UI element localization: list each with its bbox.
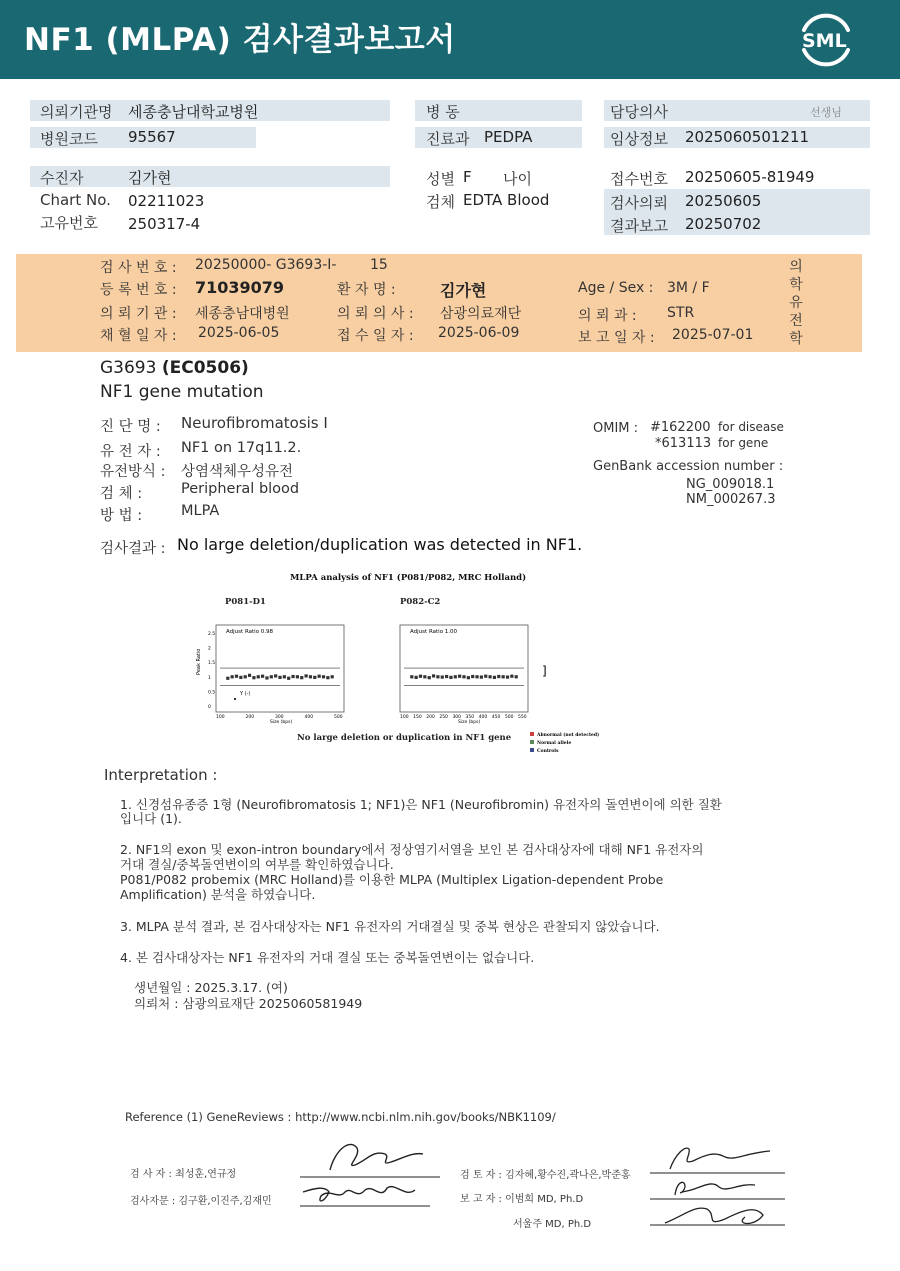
side-char: 학 [789, 331, 803, 347]
panel-1-adjust: Adjust Ratio 0.98 [226, 629, 274, 635]
method-value: MLPA [181, 503, 220, 519]
patient-label: 수진자 [40, 169, 84, 187]
receipt-value: 20250605-81949 [685, 168, 815, 186]
report-title: NF1 (MLPA) 검사결과보고서 [24, 22, 456, 58]
legend-normal: Normal allele [537, 741, 572, 746]
band-draw-label: 채 혈 일 자 : [100, 328, 177, 344]
interp-p1-line1: 1. 신경섬유종증 1형 (Neurofibromatosis 1; NF1)은 NF1 (Neurofibromin) 유전자의 돌연변이에 의한 질환 [120, 797, 722, 812]
panel-1 [196, 625, 344, 725]
data-point [445, 675, 448, 678]
institution-label: 의뢰기관명 [40, 103, 113, 121]
data-point [484, 675, 487, 678]
data-point [423, 675, 426, 678]
band-recv-value: 2025-06-09 [438, 325, 520, 341]
y-tick-label: 0.5 [208, 690, 216, 696]
band-req-dept-label: 의 뢰 과 : [578, 308, 637, 324]
data-point [441, 675, 444, 678]
unique-no-value: 250317-4 [128, 215, 201, 233]
clinical-value: 2025060501211 [685, 128, 810, 146]
y-tick-label: 1 [208, 675, 211, 681]
chart-no-value: 02211023 [128, 192, 205, 210]
interp-p2-line3: P081/P082 probemix (MRC Holland)를 이용한 MLPA (Multiplex Ligation-dependent Probe [120, 872, 664, 887]
band-reg-no-value: 71039079 [195, 278, 285, 297]
panel-2-xlabel: Size (bps) [458, 720, 481, 725]
diag-value: Neurofibromatosis I [181, 414, 328, 432]
doctor-suffix: 선생님 [810, 106, 842, 119]
report-date-label: 결과보고 [610, 217, 668, 235]
data-point [309, 675, 312, 678]
spec-value: Peripheral blood [181, 481, 300, 497]
hospital-code-label: 병원코드 [40, 130, 98, 148]
data-point [419, 675, 422, 678]
x-tick-label: 300 [452, 715, 462, 720]
data-point [480, 675, 483, 678]
omim-disease: #162200 [650, 420, 711, 435]
data-point [300, 676, 303, 679]
band-recv-label: 접 수 일 자 : [337, 328, 414, 344]
sml-logo [796, 12, 856, 68]
data-point [278, 676, 281, 679]
data-point [497, 675, 500, 678]
y-tick-label: 2 [208, 646, 211, 652]
method-label: 방 법 : [100, 508, 143, 524]
referrer: 의뢰처 : 삼광의료재단 2025060581949 [134, 996, 363, 1011]
patient-row [30, 166, 390, 187]
reviewer: 검 토 자 : 김자혜,황수진,곽나은,박준홍 [460, 1170, 631, 1181]
data-point [458, 675, 461, 678]
x-tick-label: 300 [275, 715, 284, 720]
band-inst-value: 세종충남대병원 [195, 306, 290, 322]
interp-p2-line2: 거대 결실/중복돌연변이의 여부를 확인하였습니다. [120, 857, 394, 872]
y-chrom-point [234, 698, 236, 700]
chart-title: MLPA analysis of NF1 (P081/P082, MRC Holland) [290, 573, 527, 583]
legend-swatch-controls [530, 748, 534, 752]
interpretation-heading: Interpretation : [104, 766, 218, 784]
band-patient-label: 환 자 명 : [337, 282, 396, 298]
data-point [432, 674, 435, 677]
panel-2-name: P082-C2 [400, 597, 441, 607]
data-point [410, 675, 413, 678]
gene-title: NF1 gene mutation [100, 382, 264, 402]
hospital-code-value: 95567 [128, 128, 176, 146]
data-point [248, 674, 251, 677]
clinical-label: 임상정보 [610, 130, 668, 148]
band-req-dept-value: STR [667, 305, 695, 321]
x-tick-label: 400 [478, 715, 488, 720]
data-point [274, 674, 277, 677]
data-point [265, 676, 268, 679]
request-value: 20250605 [685, 192, 762, 210]
reviewer-signature [645, 1135, 795, 1235]
side-char: 유 [789, 295, 803, 311]
band-test-no-value: 20250000- G3693-I- [195, 257, 337, 273]
test-code-value: G3693 [100, 358, 157, 378]
data-point [305, 674, 308, 677]
data-point [331, 675, 334, 678]
x-tick-label: 450 [491, 715, 501, 720]
omim-gene-note: for gene [718, 436, 769, 450]
patient-value: 김가현 [128, 169, 172, 187]
panel-2-adjust: Adjust Ratio 1.00 [410, 629, 458, 635]
data-point [454, 675, 457, 678]
panel-2-bracket: ] [542, 664, 547, 678]
data-point [449, 676, 452, 679]
data-point [261, 675, 264, 678]
data-point [283, 675, 286, 678]
data-point [326, 676, 329, 679]
data-point [244, 675, 247, 678]
specimen-label: 검체 [426, 193, 455, 211]
data-point [287, 677, 290, 680]
inherit-value: 상염색체우성유전 [181, 464, 294, 480]
genbank-label: GenBank accession number : [593, 459, 784, 474]
age-label: 나이 [503, 170, 532, 188]
test-code-paren: (EC0506) [161, 358, 249, 378]
legend-abnormal: Abnormal (not detected) [537, 733, 600, 738]
sex-value: F [463, 168, 472, 186]
advisor: 검사자문 : 김구환,이진주,김재민 [130, 1196, 272, 1207]
data-point [467, 676, 470, 679]
side-char: 학 [789, 277, 803, 293]
x-tick-label: 200 [245, 715, 255, 720]
band-test-no-suffix: 15 [370, 257, 388, 273]
result-value: No large deletion/duplication was detected in NF1. [177, 535, 583, 554]
band-side-label [788, 258, 804, 348]
y-tick-label: 1.5 [208, 661, 216, 667]
dept-value: PEDPA [484, 128, 533, 146]
y-tick-label: 0 [208, 705, 211, 710]
test-code [100, 358, 249, 378]
interp-p2-line4: Amplification) 분석을 하였습니다. [120, 887, 316, 902]
logo-text: SML [802, 30, 847, 52]
data-point [436, 675, 439, 678]
band-reg-no-label: 등 록 번 호 : [100, 282, 177, 298]
side-char: 의 [789, 259, 803, 275]
legend-swatch-abnormal [530, 732, 534, 736]
band-test-no-label: 검 사 번 호 : [100, 260, 177, 276]
result-label: 검사결과 : [100, 541, 166, 557]
data-point [510, 675, 513, 678]
gene-label: 유 전 자 : [100, 444, 161, 460]
request-label: 검사의뢰 [610, 194, 668, 212]
x-tick-label: 250 [439, 715, 448, 720]
data-point [493, 676, 496, 679]
institution-value: 세종충남대학교병원 [128, 103, 259, 121]
data-point [428, 676, 431, 679]
x-tick-label: 400 [304, 715, 314, 720]
reporter-2: 서울주 MD, Ph.D [513, 1219, 592, 1230]
band-draw-value: 2025-06-05 [198, 325, 280, 341]
mlpa-chart [190, 615, 620, 760]
data-point [291, 675, 294, 678]
legend-swatch-normal [530, 740, 534, 744]
band-inst-label: 의 뢰 기 관 : [100, 306, 177, 322]
x-tick-label: 500 [334, 715, 343, 720]
data-point [475, 675, 478, 678]
interp-p3: 3. MLPA 분석 결과, 본 검사대상자는 NF1 유전자의 거대결실 및 중복 현상은 관찰되지 않았습니다. [120, 919, 660, 934]
x-tick-label: 100 [216, 715, 225, 720]
tester: 검 사 자 : 최성훈,연규정 [130, 1169, 237, 1180]
birth-date: 생년월일 : 2025.3.17. (여) [134, 980, 288, 995]
data-point [318, 675, 321, 678]
data-point [489, 675, 492, 678]
side-char: 전 [789, 313, 803, 329]
genbank-nm: NM_000267.3 [686, 492, 776, 507]
band-report-label: 보 고 일 자 : [578, 330, 655, 346]
reference: Reference (1) GeneReviews : http://www.ncbi.nlm.nih.gov/books/NBK1109/ [125, 1110, 556, 1124]
spec-label: 검 체 : [100, 486, 143, 502]
specimen-value: EDTA Blood [463, 191, 550, 209]
x-tick-label: 350 [465, 715, 475, 720]
data-point [502, 675, 505, 678]
band-age-sex-label: Age / Sex : [578, 280, 654, 296]
band-report-value: 2025-07-01 [672, 327, 754, 343]
report-date-value: 20250702 [685, 215, 762, 233]
data-point [322, 675, 325, 678]
x-tick-label: 150 [413, 715, 422, 720]
omim-gene: *613113 [655, 436, 712, 451]
x-tick-label: 100 [400, 715, 409, 720]
data-point [231, 675, 234, 678]
diag-label: 진 단 명 : [100, 419, 161, 435]
data-point [471, 675, 474, 678]
data-point [296, 675, 299, 678]
band-req-doc-value: 삼광의료재단 [440, 306, 522, 322]
tester-signature [295, 1130, 455, 1215]
band-req-doc-label: 의 뢰 의 사 : [337, 306, 414, 322]
reporter: 보 고 자 : 이범희 MD, Ph.D [460, 1194, 584, 1205]
panel-1-annotation: Y (-) [240, 691, 251, 697]
x-tick-label: 200 [426, 715, 435, 720]
omim-disease-note: for disease [718, 420, 784, 434]
x-tick-label: 500 [504, 715, 514, 720]
chart-caption: No large deletion or duplication in NF1 gene [297, 733, 512, 743]
interp-p4: 4. 본 검사대상자는 NF1 유전자의 거대 결실 또는 중복돌연변이는 없습니다. [120, 950, 535, 965]
inherit-label: 유전방식 : [100, 464, 166, 480]
dept-label: 진료과 [426, 130, 470, 148]
panel-1-xlabel: Size (bps) [270, 720, 293, 725]
ward-label: 병 동 [426, 103, 460, 121]
chart-legend [530, 731, 599, 754]
data-point [226, 677, 229, 680]
interp-p1-line2: 입니다 (1). [120, 811, 182, 826]
data-point [313, 676, 316, 679]
data-point [415, 676, 418, 679]
band-age-sex-value: 3M / F [667, 280, 710, 296]
x-tick-label: 550 [518, 715, 527, 720]
data-point [506, 675, 509, 678]
receipt-label: 접수번호 [610, 170, 668, 188]
doctor-label: 담당의사 [610, 103, 668, 121]
panel-2-frame [400, 625, 528, 712]
y-tick-label: 2.5 [208, 632, 216, 637]
omim-label: OMIM : [593, 421, 639, 436]
chart-no-label: Chart No. [40, 191, 111, 209]
legend-controls: Controls [537, 749, 559, 754]
panel-1-ylabel: Peak Ratio [196, 648, 202, 675]
data-point [257, 675, 260, 678]
interp-p2-line1: 2. NF1의 exon 및 exon-intron boundary에서 정상염기서열을 보인 본 검사대상자에 대해 NF1 유전자의 [120, 842, 704, 857]
band-patient-value: 김가현 [440, 281, 487, 300]
data-point [235, 675, 238, 678]
unique-no-label: 고유번호 [40, 214, 98, 232]
genbank-ng: NG_009018.1 [686, 477, 775, 492]
panel-2 [400, 625, 547, 725]
sex-label: 성별 [426, 170, 455, 188]
panel-1-name: P081-D1 [225, 597, 266, 607]
data-point [270, 675, 273, 678]
data-point [515, 675, 518, 678]
data-point [239, 676, 242, 679]
gene-value: NF1 on 17q11.2. [181, 440, 302, 456]
data-point [252, 676, 255, 679]
data-point [462, 675, 465, 678]
